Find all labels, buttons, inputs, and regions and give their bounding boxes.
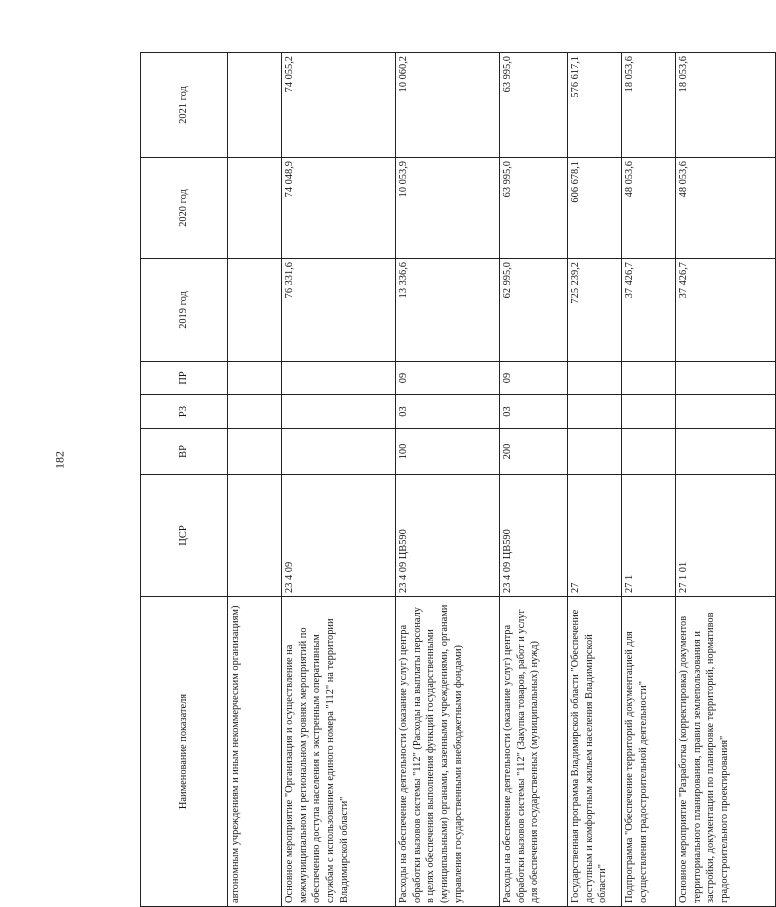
cell-pr xyxy=(228,362,282,395)
table-row xyxy=(500,53,568,907)
budget-table-container xyxy=(140,53,731,907)
cell-2021: 576 617,1 xyxy=(568,53,622,158)
table-row xyxy=(622,53,676,907)
cell-vr xyxy=(282,429,396,475)
cell-2021: 18 053,6 xyxy=(622,53,676,158)
cell-rz xyxy=(568,395,622,429)
cell-2019 xyxy=(228,259,282,362)
cell-2019: 62 995,0 xyxy=(500,259,568,362)
page-number xyxy=(53,445,67,475)
header-vr: ВР xyxy=(141,429,228,475)
cell-pr xyxy=(622,362,676,395)
cell-2019: 37 426,7 xyxy=(676,259,776,362)
cell-csr: 23 4 09 ЦВ590 xyxy=(500,475,568,597)
header-name: Наименование показателя xyxy=(141,597,228,907)
cell-2020: 606 678,1 xyxy=(568,158,622,259)
cell-2020: 48 053,6 xyxy=(676,158,776,259)
cell-2019: 76 331,6 xyxy=(282,259,396,362)
cell-csr: 27 xyxy=(568,475,622,597)
cell-rz xyxy=(228,395,282,429)
header-2021: 2021 год xyxy=(141,53,228,158)
cell-name: Подпрограмма "Обеспечение территорий документацией для осуществления градостроительной деятельности" xyxy=(622,597,676,907)
cell-vr xyxy=(676,429,776,475)
table-row xyxy=(396,53,500,907)
cell-name: Основное мероприятие "Организация и осуществление на межмуниципальном и региональном уровнях мероприятий по обеспечению доступа населения к экстренным оперативным службам с использованием единого номера "112" на территории Владимирской области" xyxy=(282,597,396,907)
cell-csr: 23 4 09 xyxy=(282,475,396,597)
cell-csr: 27 1 xyxy=(622,475,676,597)
cell-name: Расходы на обеспечение деятельности (оказание услуг) центра обработки вызовов системы "112" (Закупка товаров, работ и услуг для обеспечения государственных (муниципальных) нужд) xyxy=(500,597,568,907)
cell-2020: 48 053,6 xyxy=(622,158,676,259)
table-row xyxy=(228,53,282,907)
header-rz: РЗ xyxy=(141,395,228,429)
table-row xyxy=(568,53,622,907)
cell-csr: 23 4 09 ЦВ590 xyxy=(396,475,500,597)
cell-pr xyxy=(568,362,622,395)
cell-rz xyxy=(622,395,676,429)
cell-vr xyxy=(622,429,676,475)
cell-pr xyxy=(676,362,776,395)
cell-name: Основное мероприятие "Разработка (корректировка) документов территориального планирования, правил землепользования и застройки, документации по планировке территорий, нормативов градостроительного проектирования" xyxy=(676,597,776,907)
header-csr: ЦСР xyxy=(141,475,228,597)
cell-2020: 63 995,0 xyxy=(500,158,568,259)
cell-csr: 27 1 01 xyxy=(676,475,776,597)
table-header-row xyxy=(141,53,228,907)
cell-pr: 09 xyxy=(500,362,568,395)
cell-2019: 725 239,2 xyxy=(568,259,622,362)
cell-2021 xyxy=(228,53,282,158)
cell-pr xyxy=(282,362,396,395)
cell-vr xyxy=(228,429,282,475)
cell-2021: 18 053,6 xyxy=(676,53,776,158)
cell-2019: 37 426,7 xyxy=(622,259,676,362)
header-2019: 2019 год xyxy=(141,259,228,362)
cell-2020: 10 053,9 xyxy=(396,158,500,259)
cell-2021: 63 995,0 xyxy=(500,53,568,158)
cell-name: автономным учреждениям и иным некоммерческим организациям) xyxy=(228,597,282,907)
cell-pr: 09 xyxy=(396,362,500,395)
cell-name: Расходы на обеспечение деятельности (оказание услуг) центра обработки вызовов системы "112" (Расходы на выплаты персоналу в целях обеспечения выполнения функций государственными (муниципальными) органами, казенными учреждениями, органами управления государственными внебюджетными фондами) xyxy=(396,597,500,907)
cell-vr: 100 xyxy=(396,429,500,475)
table-row xyxy=(282,53,396,907)
table-row xyxy=(676,53,776,907)
cell-vr: 200 xyxy=(500,429,568,475)
page-number-text: 182 xyxy=(52,451,67,469)
cell-csr xyxy=(228,475,282,597)
cell-rz xyxy=(282,395,396,429)
cell-2020 xyxy=(228,158,282,259)
budget-table xyxy=(140,52,776,907)
cell-name: Государственная программа Владимирской области "Обеспечение доступным и комфортным жильем населения Владимирской области" xyxy=(568,597,622,907)
cell-2021: 10 060,2 xyxy=(396,53,500,158)
cell-rz: 03 xyxy=(500,395,568,429)
cell-2021: 74 055,2 xyxy=(282,53,396,158)
cell-2019: 13 336,6 xyxy=(396,259,500,362)
header-2020: 2020 год xyxy=(141,158,228,259)
cell-rz xyxy=(676,395,776,429)
cell-2020: 74 048,9 xyxy=(282,158,396,259)
header-pr: ПР xyxy=(141,362,228,395)
cell-vr xyxy=(568,429,622,475)
cell-rz: 03 xyxy=(396,395,500,429)
